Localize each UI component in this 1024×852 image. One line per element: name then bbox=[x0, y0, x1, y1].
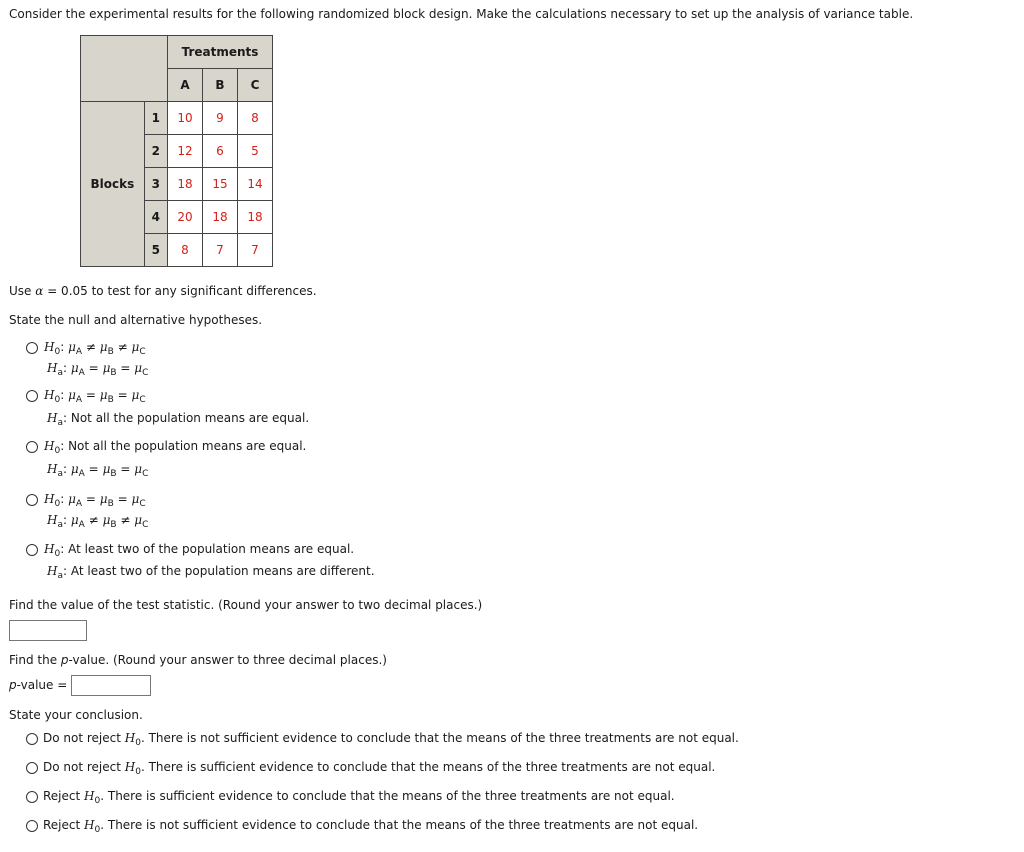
hypothesis-option-4-radio[interactable] bbox=[26, 494, 38, 506]
hypothesis-option-3-alt: $H_a$: $\mu_A = \mu_B = \mu_C$ bbox=[47, 462, 149, 479]
conclusion-option-2-radio[interactable] bbox=[26, 762, 38, 774]
conclusion-prompt: State your conclusion. bbox=[9, 708, 143, 722]
conclusion-option-2-label: Do not reject $H_0$. There is sufficient evidence to conclude that the means of the three treatments are not equal. bbox=[43, 760, 716, 777]
conclusion-option-3-label: Reject $H_0$. There is sufficient evidence to conclude that the means of the three treatments are not equal. bbox=[43, 789, 675, 806]
test-statistic-prompt: Find the value of the test statistic. (Round your answer to two decimal places.) bbox=[9, 598, 483, 612]
table-cell: 12 bbox=[168, 135, 203, 168]
conclusion-option-3-radio[interactable] bbox=[26, 791, 38, 803]
hypothesis-option-3-radio[interactable] bbox=[26, 441, 38, 453]
hypothesis-option-1-null: $H_0$: $\mu_A \ne \mu_B \ne \mu_C$ bbox=[44, 340, 146, 357]
table-cell: 7 bbox=[238, 234, 273, 267]
treatment-header-a: A bbox=[168, 69, 203, 102]
hypothesis-option-2-alt: $H_a$: Not all the population means are equal. bbox=[47, 411, 310, 428]
hypothesis-option-1-radio[interactable] bbox=[26, 342, 38, 354]
table-cell: 7 bbox=[203, 234, 238, 267]
hypothesis-option-5-radio[interactable] bbox=[26, 544, 38, 556]
blocks-label: Blocks bbox=[81, 102, 145, 267]
hypothesis-option-1-alt: $H_a$: $\mu_A = \mu_B = \mu_C$ bbox=[47, 361, 149, 378]
p-value-input[interactable] bbox=[71, 675, 151, 696]
table-cell: 8 bbox=[168, 234, 203, 267]
hypothesis-option-2-radio[interactable] bbox=[26, 390, 38, 402]
block-number: 2 bbox=[144, 135, 167, 168]
test-statistic-input[interactable] bbox=[9, 620, 87, 641]
p-value-prompt: Find the p-value. (Round your answer to three decimal places.) bbox=[9, 653, 387, 667]
block-number: 1 bbox=[144, 102, 167, 135]
treatments-header: Treatments bbox=[168, 36, 273, 69]
hypotheses-prompt: State the null and alternative hypotheses. bbox=[9, 313, 263, 327]
data-table bbox=[80, 35, 273, 267]
table-cell: 8 bbox=[238, 102, 273, 135]
treatment-header-c: C bbox=[238, 69, 273, 102]
p-value-label: p-value = bbox=[9, 678, 68, 692]
table-cell: 9 bbox=[203, 102, 238, 135]
intro-text: Consider the experimental results for the following randomized block design. Make the calculations necessary to set up the analysis of variance table. bbox=[9, 7, 914, 21]
hypothesis-option-4-alt: $H_a$: $\mu_A \ne \mu_B \ne \mu_C$ bbox=[47, 513, 149, 530]
table-cell: 10 bbox=[168, 102, 203, 135]
conclusion-option-1-label: Do not reject $H_0$. There is not sufficient evidence to conclude that the means of the three treatments are not equal. bbox=[43, 731, 739, 748]
table-cell: 14 bbox=[238, 168, 273, 201]
hypothesis-option-4-null: $H_0$: $\mu_A = \mu_B = \mu_C$ bbox=[44, 492, 146, 509]
table-cell: 18 bbox=[238, 201, 273, 234]
hypothesis-option-2-null: $H_0$: $\mu_A = \mu_B = \mu_C$ bbox=[44, 388, 146, 405]
hypothesis-option-3-null: $H_0$: Not all the population means are equal. bbox=[44, 439, 307, 456]
block-number: 5 bbox=[144, 234, 167, 267]
hypothesis-option-5-alt: $H_a$: At least two of the population means are different. bbox=[47, 564, 375, 581]
alpha-statement: Use α = 0.05 to test for any significant differences. bbox=[9, 284, 317, 298]
table-cell: 15 bbox=[203, 168, 238, 201]
block-number: 4 bbox=[144, 201, 167, 234]
block-number: 3 bbox=[144, 168, 167, 201]
table-corner bbox=[81, 36, 168, 102]
conclusion-option-1-radio[interactable] bbox=[26, 733, 38, 745]
table-cell: 5 bbox=[238, 135, 273, 168]
treatment-header-b: B bbox=[203, 69, 238, 102]
table-cell: 18 bbox=[168, 168, 203, 201]
conclusion-option-4-radio[interactable] bbox=[26, 820, 38, 832]
table-cell: 20 bbox=[168, 201, 203, 234]
hypothesis-option-5-null: $H_0$: At least two of the population means are equal. bbox=[44, 542, 355, 559]
conclusion-option-4-label: Reject $H_0$. There is not sufficient evidence to conclude that the means of the three treatments are not equal. bbox=[43, 818, 699, 835]
table-cell: 6 bbox=[203, 135, 238, 168]
table-cell: 18 bbox=[203, 201, 238, 234]
